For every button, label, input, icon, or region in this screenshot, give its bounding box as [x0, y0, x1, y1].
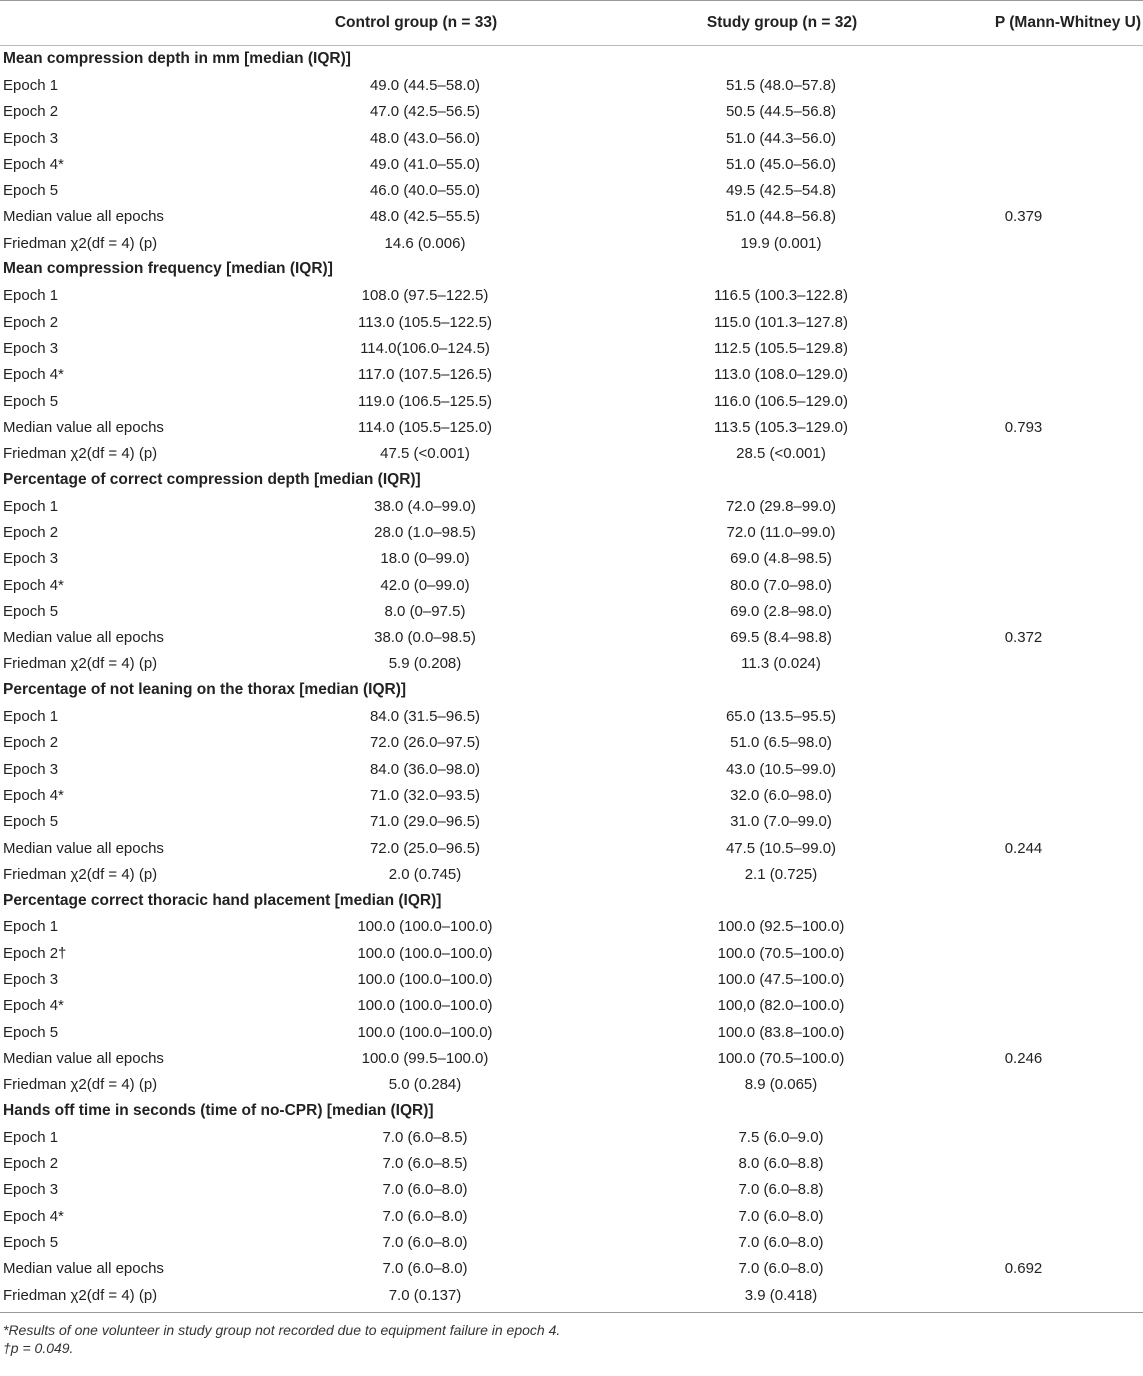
- study-value: 51.0 (44.8–56.8): [725, 208, 837, 226]
- table-body: [0, 46, 1143, 1308]
- study-value: 113.5 (105.3–129.0): [714, 418, 848, 436]
- table-row: [0, 730, 1143, 756]
- p-value: 0.244: [1004, 839, 1043, 857]
- row-label: Epoch 5: [3, 813, 59, 831]
- row-label: Friedman χ2(df = 4) (p): [3, 1076, 158, 1094]
- table-row: [0, 1019, 1143, 1045]
- header-control-group: Control group (n = 33): [334, 14, 498, 31]
- study-value: 115.0 (101.3–127.8): [714, 313, 848, 331]
- row-label: Epoch 3: [3, 339, 59, 357]
- row-label: Friedman χ2(df = 4) (p): [3, 1286, 158, 1304]
- row-label: Median value all epochs: [3, 1260, 164, 1278]
- table-row: [0, 572, 1143, 598]
- row-label: Epoch 4*: [3, 366, 64, 384]
- control-value: 100.0 (99.5–100.0): [361, 1049, 489, 1067]
- study-value: 51.0 (6.5–98.0): [730, 734, 832, 752]
- table-row: [0, 1045, 1143, 1071]
- table-row: [0, 835, 1143, 861]
- study-value: 51.0 (44.3–56.0): [725, 129, 837, 147]
- study-value: 7.0 (6.0–8.0): [738, 1260, 824, 1278]
- study-value: 65.0 (13.5–95.5): [725, 708, 837, 726]
- control-value: 71.0 (29.0–96.5): [369, 813, 481, 831]
- study-value: 72.0 (29.8–99.0): [725, 497, 837, 515]
- study-value: 113.0 (108.0–129.0): [714, 366, 848, 384]
- table-row: [0, 1203, 1143, 1229]
- row-label: Epoch 2: [3, 523, 59, 541]
- control-value: 84.0 (31.5–96.5): [369, 708, 481, 726]
- control-value: 100.0 (100.0–100.0): [357, 918, 493, 936]
- row-label: Epoch 5: [3, 602, 59, 620]
- study-value: 3.9 (0.418): [744, 1286, 818, 1304]
- table-row: [0, 72, 1143, 98]
- section-title: Percentage of correct compression depth [median (IQR)]: [3, 470, 421, 488]
- study-value: 49.5 (42.5–54.8): [725, 182, 837, 200]
- row-label: Epoch 5: [3, 182, 59, 200]
- study-value: 7.0 (6.0–8.8): [738, 1181, 824, 1199]
- control-value: 7.0 (6.0–8.5): [382, 1155, 468, 1173]
- study-value: 8.0 (6.0–8.8): [738, 1155, 824, 1173]
- table-row: [0, 362, 1143, 388]
- table-row: [0, 1229, 1143, 1255]
- control-value: 2.0 (0.745): [388, 865, 462, 883]
- table-row: [0, 1282, 1143, 1308]
- control-value: 71.0 (32.0–93.5): [369, 786, 481, 804]
- row-label: Median value all epochs: [3, 208, 164, 226]
- control-value: 18.0 (0–99.0): [380, 550, 470, 568]
- p-value: 0.372: [1004, 629, 1043, 647]
- table-header: [0, 0, 1143, 46]
- study-value: 8.9 (0.065): [744, 1076, 818, 1094]
- study-value: 7.5 (6.0–9.0): [738, 1128, 824, 1146]
- row-label: Epoch 2†: [3, 944, 67, 962]
- table-row: [0, 1256, 1143, 1282]
- control-value: 7.0 (6.0–8.5): [382, 1128, 468, 1146]
- table-row: [0, 993, 1143, 1019]
- table-row: [0, 388, 1143, 414]
- study-value: 80.0 (7.0–98.0): [730, 576, 832, 594]
- table-row: [0, 809, 1143, 835]
- header-study-group: Study group (n = 32): [706, 14, 858, 31]
- study-value: 69.0 (4.8–98.5): [730, 550, 832, 568]
- control-value: 7.0 (6.0–8.0): [382, 1260, 468, 1278]
- table-row: [0, 703, 1143, 729]
- control-value: 48.0 (43.0–56.0): [369, 129, 481, 147]
- header-p-value: P (Mann-Whitney U): [994, 14, 1141, 31]
- study-value: 43.0 (10.5–99.0): [725, 760, 837, 778]
- control-value: 49.0 (44.5–58.0): [369, 76, 481, 94]
- control-value: 7.0 (6.0–8.0): [382, 1207, 468, 1225]
- row-label: Epoch 3: [3, 129, 59, 147]
- table-row: [0, 914, 1143, 940]
- table-row: [0, 414, 1143, 440]
- study-value: 7.0 (6.0–8.0): [738, 1234, 824, 1251]
- table-row: [0, 440, 1143, 466]
- table-row: [0, 782, 1143, 808]
- table-row: [0, 1177, 1143, 1203]
- row-label: Epoch 4*: [3, 786, 64, 804]
- table-row: [0, 204, 1143, 230]
- study-value: 47.5 (10.5–99.0): [725, 839, 837, 857]
- row-label: Friedman χ2(df = 4) (p): [3, 234, 158, 252]
- table-row: [0, 99, 1143, 125]
- section-title: Hands off time in seconds (time of no-CPR) [median (IQR)]: [3, 1101, 434, 1119]
- study-value: 100,0 (82.0–100.0): [717, 997, 845, 1015]
- row-label: Epoch 4*: [3, 997, 64, 1015]
- row-label: Friedman χ2(df = 4) (p): [3, 865, 158, 883]
- control-value: 72.0 (25.0–96.5): [369, 839, 481, 857]
- study-value: 69.5 (8.4–98.8): [730, 629, 832, 647]
- study-value: 100.0 (83.8–100.0): [717, 1023, 845, 1041]
- table-row: [0, 283, 1143, 309]
- control-value: 119.0 (106.5–125.5): [358, 392, 492, 410]
- control-value: 49.0 (41.0–55.0): [369, 155, 481, 173]
- control-value: 100.0 (100.0–100.0): [357, 997, 493, 1015]
- table-row: [0, 861, 1143, 887]
- table-row: [0, 756, 1143, 782]
- study-value: 51.5 (48.0–57.8): [725, 76, 837, 94]
- control-value: 38.0 (4.0–99.0): [374, 497, 476, 515]
- study-value: 19.9 (0.001): [740, 234, 822, 252]
- control-value: 47.5 (<0.001): [380, 445, 470, 463]
- row-label: Epoch 4*: [3, 576, 64, 594]
- control-value: 84.0 (36.0–98.0): [369, 760, 481, 778]
- control-value: 46.0 (40.0–55.0): [369, 182, 481, 200]
- control-value: 14.6 (0.006): [384, 234, 466, 252]
- table-row: [0, 493, 1143, 519]
- study-value: 51.0 (45.0–56.0): [725, 155, 837, 173]
- study-value: 2.1 (0.725): [744, 865, 818, 883]
- study-value: 50.5 (44.5–56.8): [725, 103, 837, 121]
- p-value: 0.692: [1004, 1260, 1043, 1278]
- p-value: 0.246: [1004, 1049, 1043, 1067]
- section-title: Mean compression depth in mm [median (IQR)]: [3, 50, 351, 67]
- control-value: 117.0 (107.5–126.5): [358, 366, 492, 384]
- table-row: [0, 1124, 1143, 1150]
- control-value: 38.0 (0.0–98.5): [374, 629, 476, 647]
- study-value: 72.0 (11.0–99.0): [726, 523, 836, 541]
- control-value: 108.0 (97.5–122.5): [361, 287, 489, 305]
- control-value: 28.0 (1.0–98.5): [374, 523, 476, 541]
- control-value: 114.0(106.0–124.5): [360, 339, 490, 357]
- control-value: 113.0 (105.5–122.5): [358, 313, 492, 331]
- control-value: 7.0 (6.0–8.0): [382, 1181, 468, 1199]
- study-value: 32.0 (6.0–98.0): [730, 786, 832, 804]
- table-row: [0, 625, 1143, 651]
- row-label: Epoch 2: [3, 103, 59, 121]
- control-value: 100.0 (100.0–100.0): [357, 1023, 493, 1041]
- table-row: [0, 519, 1143, 545]
- control-value: 47.0 (42.5–56.5): [369, 103, 481, 121]
- row-label: Epoch 1: [3, 708, 59, 726]
- study-value: 28.5 (<0.001): [736, 445, 826, 463]
- footnotes: [0, 1313, 1143, 1357]
- control-value: 5.0 (0.284): [388, 1076, 462, 1094]
- study-value: 7.0 (6.0–8.0): [738, 1207, 824, 1225]
- row-label: Epoch 5: [3, 392, 59, 410]
- study-value: 100.0 (70.5–100.0): [717, 1049, 845, 1067]
- control-value: 72.0 (26.0–97.5): [369, 734, 481, 752]
- row-label: Epoch 1: [3, 1128, 59, 1146]
- table-row: [0, 125, 1143, 151]
- row-label: Median value all epochs: [3, 418, 164, 436]
- row-label: Epoch 3: [3, 971, 59, 989]
- table-row: [0, 966, 1143, 992]
- section-title: Mean compression frequency [median (IQR)]: [3, 260, 333, 278]
- table-row: [0, 1072, 1143, 1098]
- row-label: Epoch 4*: [3, 1207, 64, 1225]
- row-label: Epoch 1: [3, 497, 59, 515]
- table-row: [0, 151, 1143, 177]
- row-label: Median value all epochs: [3, 1049, 164, 1067]
- study-value: 100.0 (47.5–100.0): [717, 971, 845, 989]
- row-label: Epoch 2: [3, 734, 59, 752]
- row-label: Epoch 2: [3, 1155, 59, 1173]
- section-title: Percentage of not leaning on the thorax [median (IQR)]: [3, 681, 407, 699]
- row-label: Friedman χ2(df = 4) (p): [3, 655, 158, 673]
- table-row: [0, 177, 1143, 203]
- footnote-equipment: *Results of one volunteer in study group not recorded due to equipment failure in epoch 4.: [3, 1322, 561, 1339]
- control-value: 100.0 (100.0–100.0): [357, 944, 493, 962]
- table-row: [0, 546, 1143, 572]
- row-label: Epoch 5: [3, 1023, 59, 1041]
- section-title: Percentage correct thoracic hand placement [median (IQR)]: [3, 891, 442, 909]
- study-value: 116.0 (106.5–129.0): [714, 392, 848, 410]
- study-value: 69.0 (2.8–98.0): [730, 602, 832, 620]
- table-row: [0, 1150, 1143, 1176]
- row-label: Epoch 3: [3, 1181, 59, 1199]
- row-label: Friedman χ2(df = 4) (p): [3, 445, 158, 463]
- control-value: 7.0 (0.137): [388, 1286, 462, 1304]
- row-label: Epoch 1: [3, 76, 59, 94]
- row-label: Median value all epochs: [3, 839, 164, 857]
- row-label: Epoch 2: [3, 313, 59, 331]
- table-row: [0, 940, 1143, 966]
- row-label: Epoch 1: [3, 918, 59, 936]
- control-value: 100.0 (100.0–100.0): [357, 971, 493, 989]
- control-value: 48.0 (42.5–55.5): [369, 208, 481, 226]
- control-value: 114.0 (105.5–125.0): [358, 418, 492, 436]
- p-value: 0.793: [1004, 418, 1043, 436]
- row-label: Epoch 3: [3, 550, 59, 568]
- control-value: 8.0 (0–97.5): [384, 602, 466, 620]
- row-label: Epoch 3: [3, 760, 59, 778]
- table-row: [0, 651, 1143, 677]
- control-value: 42.0 (0–99.0): [380, 576, 470, 594]
- study-value: 100.0 (70.5–100.0): [717, 944, 845, 962]
- study-value: 116.5 (100.3–122.8): [714, 287, 848, 305]
- study-value: 112.5 (105.5–129.8): [714, 339, 848, 357]
- row-label: Epoch 4*: [3, 155, 64, 173]
- study-value: 31.0 (7.0–99.0): [730, 813, 832, 831]
- study-value: 100.0 (92.5–100.0): [717, 918, 845, 936]
- control-value: 5.9 (0.208): [388, 655, 462, 673]
- p-value: 0.379: [1004, 208, 1043, 226]
- table-row: [0, 309, 1143, 335]
- row-label: Epoch 1: [3, 287, 59, 305]
- control-value: 7.0 (6.0–8.0): [382, 1234, 468, 1251]
- table-row: [0, 230, 1143, 256]
- footnote-p-value: †p = 0.049.: [3, 1340, 74, 1357]
- row-label: Median value all epochs: [3, 629, 164, 647]
- row-label: Epoch 5: [3, 1234, 59, 1251]
- study-value: 11.3 (0.024): [741, 655, 821, 673]
- table-row: [0, 335, 1143, 361]
- table-row: [0, 598, 1143, 624]
